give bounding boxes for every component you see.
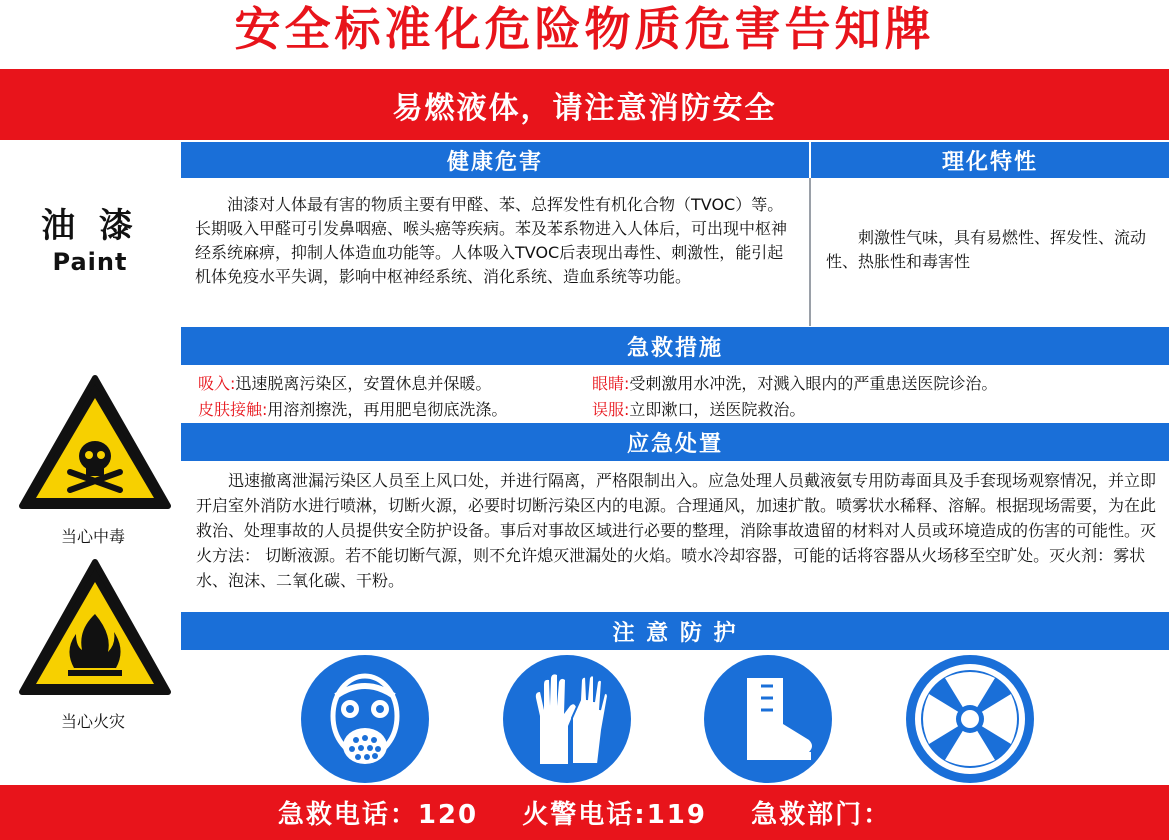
hazard-banner [0, 69, 1169, 140]
substance-name-cn: 油 漆 [41, 206, 139, 246]
properties-text: 刺激性气味，具有易燃性、挥发性、流动性、热胀性和毒害性 [826, 228, 1147, 271]
gas-mask-icon [300, 654, 430, 784]
first-aid-eyes [592, 373, 997, 395]
emergency-contact-text: 急救电话：120 火警电话:119 急救部门： [277, 800, 892, 830]
first-aid-ingestion [592, 399, 805, 421]
page-title: 安全标准化危险物质危害告知牌 [234, 2, 935, 56]
first-aid-text: 迅速脱离污染区，安置休息并保暖。 [235, 374, 492, 393]
protective-gloves-icon [502, 654, 632, 784]
first-aid-text: 用溶剂擦洗，再用肥皂彻底洗涤。 [267, 400, 508, 419]
protection-header [181, 612, 1169, 650]
health-hazard-header-text: 健康危害 [446, 149, 543, 175]
emergency-header-text: 应急处置 [626, 431, 723, 457]
first-aid-header-text: 急救措施 [626, 335, 723, 361]
first-aid-skin [198, 399, 507, 421]
fire-warning-icon [16, 556, 174, 698]
health-hazard-header [181, 142, 809, 178]
substance-name-en: Paint [52, 248, 128, 276]
hazard-banner-text: 易燃液体，请注意消防安全 [392, 90, 777, 126]
emergency-header [181, 423, 1169, 461]
first-aid-label: 皮肤接触: [198, 400, 268, 419]
first-aid-inhalation [198, 373, 491, 395]
first-aid-text: 立即漱口，送医院救治。 [629, 400, 806, 419]
first-aid-label: 眼睛: [592, 374, 630, 393]
properties-header-text: 理化特性 [941, 149, 1038, 175]
first-aid-label: 吸入: [198, 374, 236, 393]
first-aid-label: 误服: [592, 400, 630, 419]
emergency-text: 迅速撤离泄漏污染区人员至上风口处，并进行隔离，严格限制出入。应急处理人员戴液氨专用防毒面具及手套现场观察情况，并立即开启室外消防水进行喷淋，切断火源，必要时切断污染区内的电源。合理通风，加速扩散。喷雾状水稀释、溶解。根据现场需要，为在此救治、处理事故的人员提供安全防护设备。事后对事故区域进行必要的整理，消除事故遗留的材料对人员或环境造成的伤害的可能性。灭火方法： 切断液源。若不能切断气源，则不允许熄灭泄漏处的火焰。喷水冷却容器，可能的话将容器从火场移至空旷处。灭火剂：雾状水、泡沫、二氧化碳、干粉。 [196, 471, 1157, 590]
health-hazard-text: 油漆对人体最有害的物质主要有甲醛、苯、总挥发性有机化合物（TVOC）等。长期吸入甲醛可引发鼻咽癌、喉头癌等疾病。苯及苯系物进入人体后，可出现中枢神经系统麻痹，抑制人体造血功能等。人体吸入TVOC后表现出毒性、刺激性，能引起机体免疫水平失调，影响中枢神经系统、消化系统、造血系统等功能。 [195, 195, 788, 286]
first-aid-text: 受刺激用水冲洗，对溅入眼内的严重患送医院诊治。 [629, 374, 998, 393]
emergency-contact-bar [0, 785, 1169, 840]
properties-header [811, 142, 1169, 178]
protective-boots-icon [703, 654, 833, 784]
warning-label-fire: 当心火灾 [60, 712, 125, 731]
first-aid-header [181, 327, 1169, 365]
warning-label-poison: 当心中毒 [60, 527, 125, 546]
protection-header-text: 注 意 防 护 [612, 620, 738, 646]
ventilation-fan-icon [905, 654, 1035, 784]
section-divider [809, 178, 811, 326]
poison-skull-warning-icon [16, 372, 174, 512]
